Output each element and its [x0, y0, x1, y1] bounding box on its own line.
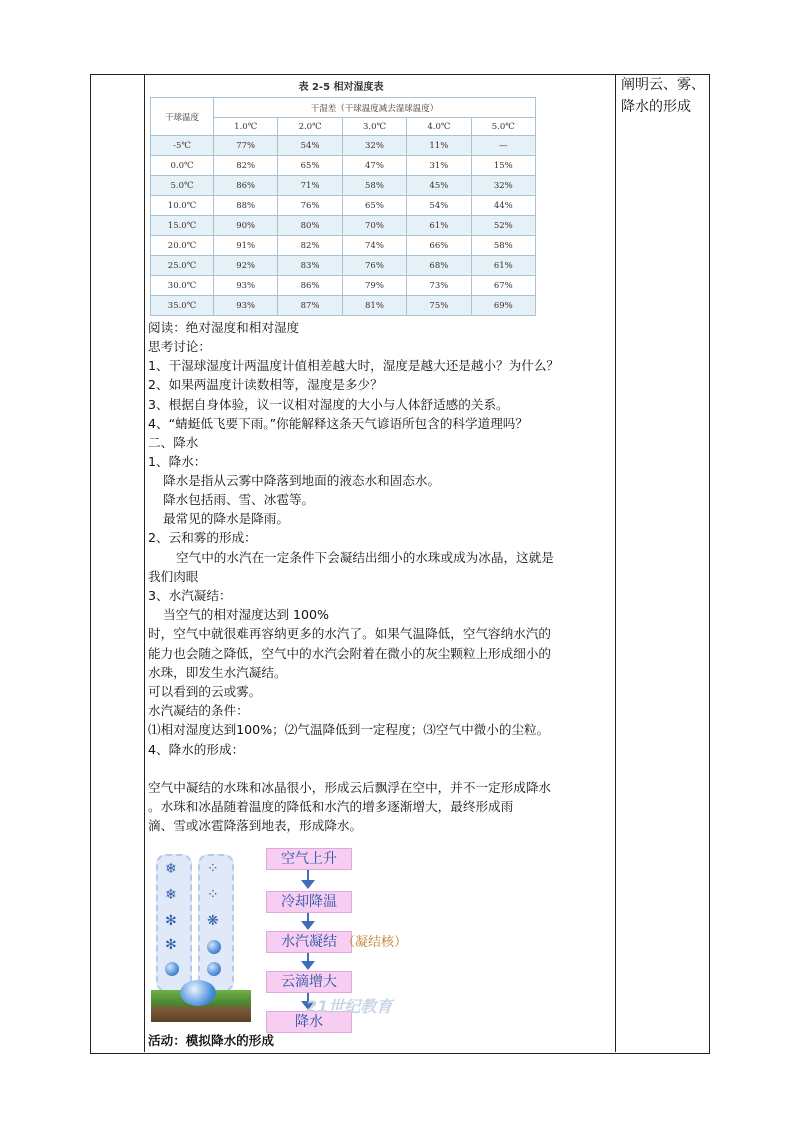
cloud-fog-heading: 2、云和雾的形成：	[148, 530, 257, 545]
precip-types: 降水包括雨、雪、冰雹等。	[163, 492, 315, 507]
flow-step-5: 降水	[266, 1011, 352, 1033]
humidity-cell: 15%	[471, 156, 535, 176]
humidity-cell: —	[471, 136, 535, 156]
column-divider-left	[144, 74, 145, 1052]
humidity-cell: 11%	[407, 136, 471, 156]
table-row	[151, 216, 536, 236]
question-2: 2、如果两温度计读数相等，湿度是多少？	[148, 377, 383, 392]
precip-def: 降水是指从云雾中降落到地面的液态水和固态水。	[163, 473, 441, 488]
humidity-cell: 32%	[342, 136, 406, 156]
humidity-cell: 58%	[471, 236, 535, 256]
humidity-cell: 44%	[471, 196, 535, 216]
snowflake-icon: ❄	[165, 887, 177, 903]
snowflake-icon: ✻	[165, 913, 177, 929]
humidity-cell: 76%	[278, 196, 342, 216]
humidity-cell: 54%	[278, 136, 342, 156]
humidity-cell: 93%	[214, 296, 278, 316]
flow-arrow	[307, 953, 309, 961]
cloud-fog-text-2: 我们肉眼	[148, 569, 199, 584]
temperature-cell: 5.0℃	[151, 176, 214, 196]
humidity-cell: 80%	[278, 216, 342, 236]
col-header: 5.0℃	[471, 118, 535, 136]
condensation-line-5: 可以看到的云或雾。	[148, 684, 262, 699]
temperature-cell: 15.0℃	[151, 216, 214, 236]
humidity-cell: 69%	[471, 296, 535, 316]
condensation-line-2: 时，空气中就很难再容纳更多的水汽了。如果气温降低，空气容纳水汽的	[148, 626, 551, 641]
precip-formation-line-3: 滴、雪或冰雹降落到地表，形成降水。	[148, 818, 363, 833]
flow-arrow	[307, 870, 309, 880]
humidity-cell: 82%	[214, 156, 278, 176]
humidity-cell: 79%	[342, 276, 406, 296]
humidity-cell: 71%	[278, 176, 342, 196]
precip-formation-heading: 4、降水的形成：	[148, 742, 245, 757]
humidity-cell: 58%	[342, 176, 406, 196]
temperature-cell: 20.0℃	[151, 236, 214, 256]
humidity-cell: 77%	[214, 136, 278, 156]
col-header: 3.0℃	[342, 118, 406, 136]
table-row	[151, 196, 536, 216]
relative-humidity-table	[150, 97, 536, 316]
water-drop-icon	[207, 940, 221, 954]
discussion-title: 思考讨论：	[148, 339, 211, 354]
condensation-line-4: 水珠，即发生水汽凝结。	[148, 665, 287, 680]
temperature-cell: 10.0℃	[151, 196, 214, 216]
humidity-cell: 61%	[407, 216, 471, 236]
humidity-cell: 67%	[471, 276, 535, 296]
molecule-icon: ⁘	[207, 861, 219, 877]
molecule-icon: ❋	[207, 913, 219, 929]
temperature-cell: 30.0℃	[151, 276, 214, 296]
humidity-cell: 54%	[407, 196, 471, 216]
humidity-cell: 93%	[214, 276, 278, 296]
flow-arrow	[307, 913, 309, 921]
humidity-cell: 32%	[471, 176, 535, 196]
section-heading: 二、降水	[148, 435, 199, 450]
humidity-cell: 76%	[342, 256, 406, 276]
question-1: 1、干湿球湿度计两温度计值相差越大时，湿度是越大还是越小？为什么？	[148, 358, 560, 373]
precip-formation-line-2: 。水珠和冰晶随着温度的降低和水汽的增多逐渐增大，最终形成雨	[148, 799, 514, 814]
humidity-cell: 31%	[407, 156, 471, 176]
condensation-conditions: ⑴相对湿度达到100%；⑵气温降低到一定程度；⑶空气中微小的尘粒。	[148, 722, 550, 737]
flow-step-4: 云滴增大	[266, 971, 352, 993]
cloud-fog-text: 空气中的水汽在一定条件下会凝结出细小的水珠或成为冰晶，这就是	[176, 550, 554, 565]
humidity-cell: 73%	[407, 276, 471, 296]
water-drop-icon	[165, 962, 179, 976]
snowflake-icon: ❄	[165, 861, 177, 877]
table-row	[151, 176, 536, 196]
humidity-cell: 61%	[471, 256, 535, 276]
big-water-drop-icon	[180, 980, 216, 1006]
water-drop-icon	[207, 962, 221, 976]
table-row	[151, 276, 536, 296]
precip-common: 最常见的降水是降雨。	[163, 511, 289, 526]
temperature-cell: 25.0℃	[151, 256, 214, 276]
humidity-cell: 92%	[214, 256, 278, 276]
arrow-down-icon	[301, 961, 315, 970]
table-row	[151, 136, 536, 156]
question-3: 3、根据自身体验，议一议相对湿度的大小与人体舒适感的关系。	[148, 397, 509, 412]
humidity-cell: 65%	[278, 156, 342, 176]
humidity-cell: 75%	[407, 296, 471, 316]
humidity-cell: 45%	[407, 176, 471, 196]
humidity-cell: 88%	[214, 196, 278, 216]
humidity-cell: 65%	[342, 196, 406, 216]
reading-title: 阅读：绝对湿度和相对湿度	[148, 320, 300, 335]
col-header: 4.0℃	[407, 118, 471, 136]
humidity-cell: 90%	[214, 216, 278, 236]
humidity-cell: 86%	[214, 176, 278, 196]
condensation-line-1: 当空气的相对湿度达到 100%	[163, 607, 329, 622]
humidity-cell: 66%	[407, 236, 471, 256]
humidity-cell: 74%	[342, 236, 406, 256]
molecule-icon: ⁘	[207, 887, 219, 903]
condensation-line-3: 能力也会随之降低，空气中的水汽会附着在微小的灰尘颗粒上形成细小的	[148, 646, 551, 661]
humidity-cell: 52%	[471, 216, 535, 236]
flow-step-2: 冷却降温	[266, 891, 352, 913]
humidity-cell: 83%	[278, 256, 342, 276]
column-divider-right	[615, 74, 616, 1052]
temperature-cell: 35.0℃	[151, 296, 214, 316]
precip-formation-line-1: 空气中凝结的水珠和冰晶很小，形成云后飘浮在空中，并不一定形成降水	[148, 780, 551, 795]
table-caption: 表 2-5 相对湿度表	[298, 82, 384, 93]
table-row	[151, 156, 536, 176]
humidity-cell: 86%	[278, 276, 342, 296]
flow-step-3: 水汽凝结	[266, 931, 352, 953]
humidity-cell: 81%	[342, 296, 406, 316]
humidity-cell: 70%	[342, 216, 406, 236]
arrow-down-icon	[301, 921, 315, 930]
activity-title: 活动：模拟降水的形成	[148, 1033, 274, 1048]
side-note: 阐明云、雾、降水的形成	[621, 77, 705, 115]
snowflake-icon: ✻	[165, 937, 177, 953]
humidity-cell: 87%	[278, 296, 342, 316]
table-row	[151, 236, 536, 256]
group-header: 干湿差（干球温度减去湿球温度）	[214, 98, 536, 118]
col-header: 1.0℃	[214, 118, 278, 136]
humidity-cell: 82%	[278, 236, 342, 256]
temperature-cell: -5℃	[151, 136, 214, 156]
precip-heading: 1、降水：	[148, 454, 207, 469]
humidity-cell: 47%	[342, 156, 406, 176]
temperature-cell: 0.0℃	[151, 156, 214, 176]
watermark: 21世纪教育	[306, 997, 393, 1016]
question-4: 4、“蜻蜓低飞要下雨。”你能解释这条天气谚语所包含的科学道理吗？	[148, 416, 528, 431]
condensation-nuclei-hint: （凝结核）	[342, 935, 408, 950]
condensation-conditions-title: 水汽凝结的条件：	[148, 703, 249, 718]
col-header: 2.0℃	[278, 118, 342, 136]
table-row	[151, 296, 536, 316]
flow-step-1: 空气上升	[266, 848, 352, 870]
table-row	[151, 256, 536, 276]
row-header: 干球温度	[151, 98, 214, 136]
arrow-down-icon	[301, 880, 315, 889]
humidity-cell: 91%	[214, 236, 278, 256]
condensation-heading: 3、水汽凝结：	[148, 588, 232, 603]
humidity-cell: 68%	[407, 256, 471, 276]
